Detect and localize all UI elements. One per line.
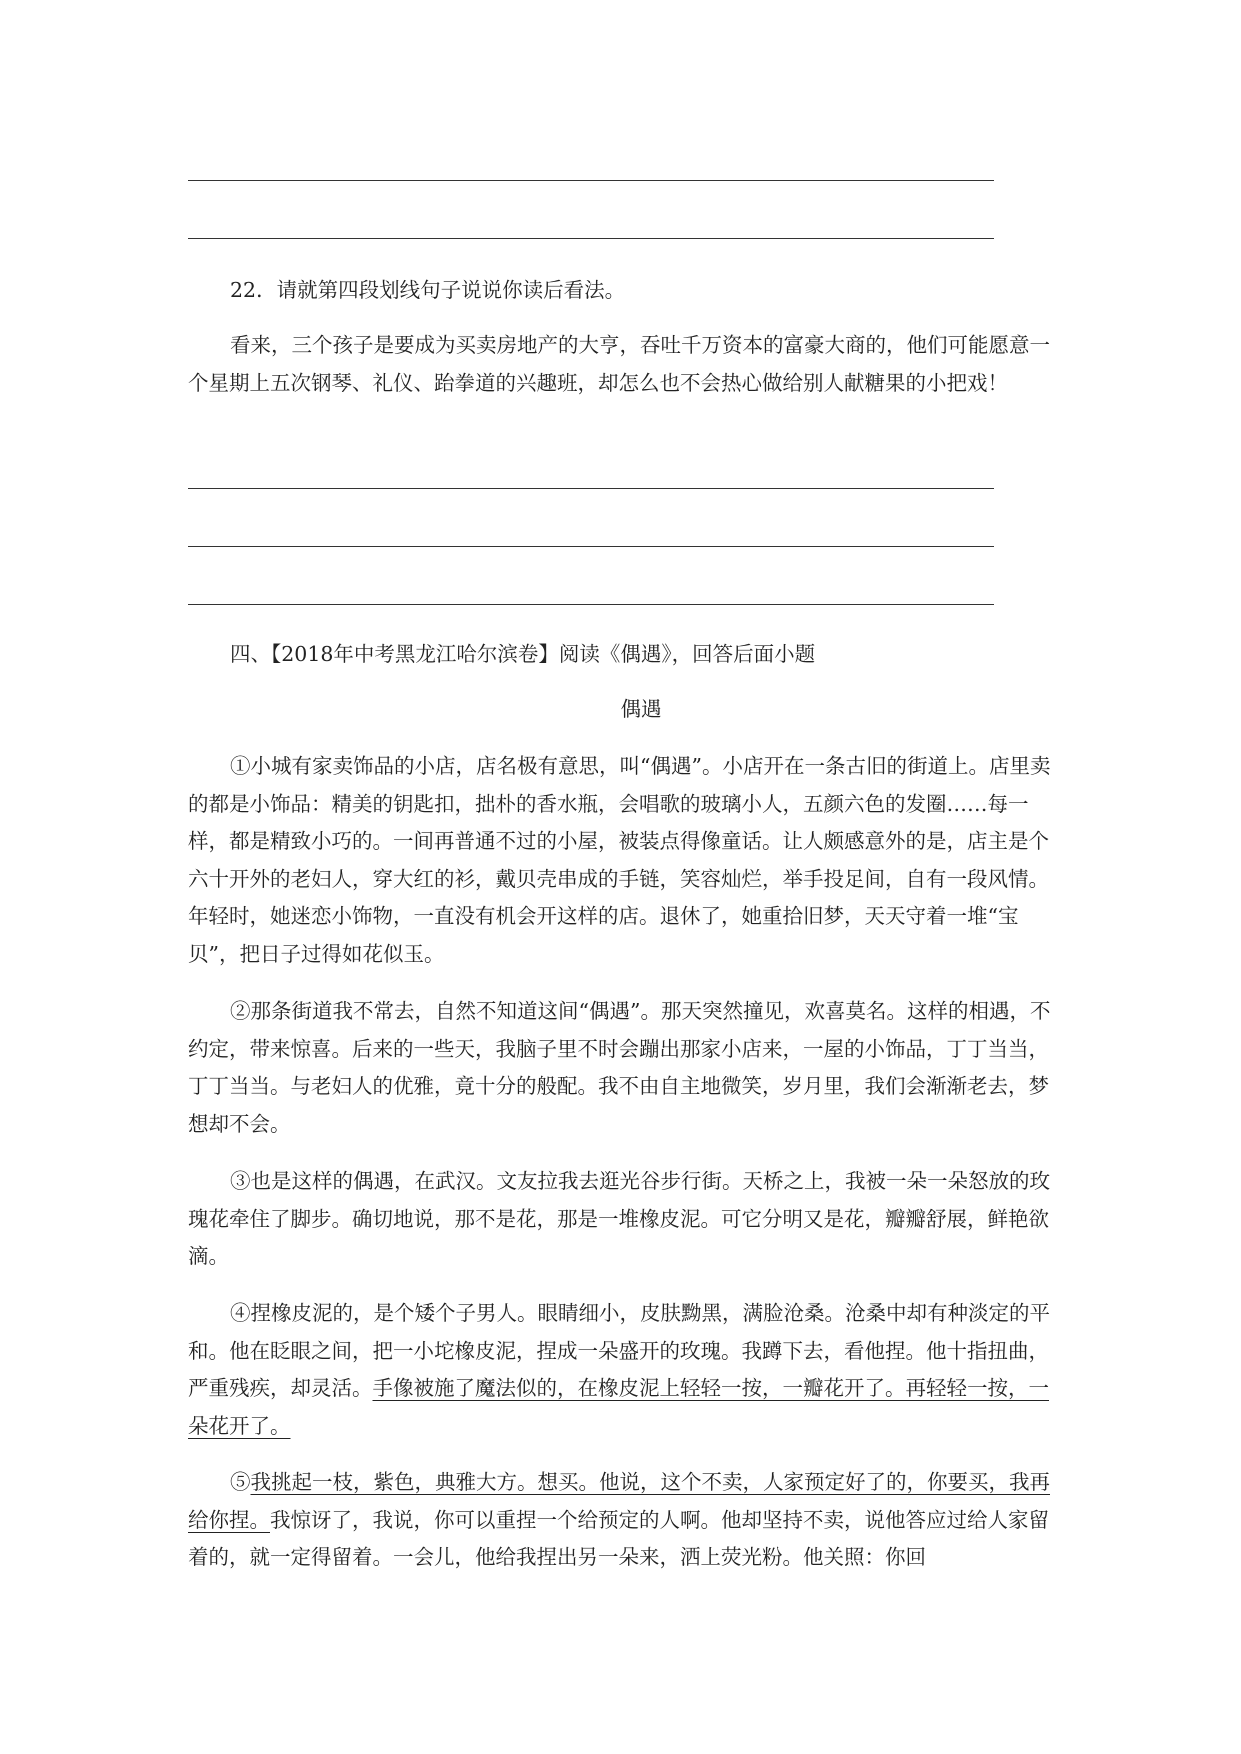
paragraph-4-underlined: 手像被施了魔法似的，在橡皮泥上轻轻一按，一瓣花开了。再轻轻一按，一朵花开了。 [188,1376,1049,1438]
paragraph-4 [188,1295,1060,1445]
paragraph-3: ③也是这样的偶遇，在武汉。文友拉我去逛光谷步行街。天桥之上，我被一朵一朵怒放的玫瑰花牵住了脚步。确切地说，那不是花，那是一堆橡皮泥。可它分明又是花，瓣瓣舒展，鲜艳欲滴。 [188,1169,1050,1268]
question-22-quote: 看来，三个孩子是要成为买卖房地产的大亨，吞吐千万资本的富豪大商的，他们可能愿意一个星期上五次钢琴、礼仪、跆拳道的兴趣班，却怎么也不会热心做给别人献糖果的小把戏！ [188,333,1050,395]
section-heading: 四、【2018年中考黑龙江哈尔滨卷】阅读《偶遇》，回答后面小题 [230,642,816,666]
answer-line [188,180,994,181]
paragraph-5-number: ⑤ [230,1470,251,1494]
answer-line [188,488,994,489]
answer-line [188,546,994,547]
passage-title: 偶遇 [620,697,662,721]
paragraph-2: ②那条街道我不常去，自然不知道这间“偶遇”。那天突然撞见，欢喜莫名。这样的相遇，不约定，带来惊喜。后来的一些天，我脑子里不时会蹦出那家小店来，一屋的小饰品，丁丁当当，丁丁当当。与老妇人的优雅，竟十分的般配。我不由自主地微笑，岁月里，我们会渐渐老去，梦想却不会。 [188,999,1051,1136]
paragraph-4-text: ④捏橡皮泥的，是个矮个子男人。眼睛细小，皮肤黝黑，满脸沧桑。沧桑中却有种淡定的平和。他在眨眼之间，把一小坨橡皮泥，捏成一朵盛开的玫瑰。我蹲下去，看他捏。他十指扭曲，严重残疾，却灵活。 [188,1301,1050,1400]
paragraph-5 [188,1464,1060,1577]
paragraph-5-underlined: 我挑起一枝，紫色，典雅大方。想买。他说，这个不卖，人家预定好了的，你要买，我再给你捏。 [188,1470,1050,1532]
paragraph-1: ①小城有家卖饰品的小店，店名极有意思，叫“偶遇”。小店开在一条古旧的街道上。店里卖的都是小饰品：精美的钥匙扣，拙朴的香水瓶，会唱歌的玻璃小人，五颜六色的发圈……每一样，都是精致小巧的。一间再普通不过的小屋，被装点得像童话。让人颇感意外的是，店主是个六十开外的老妇人，穿大红的衫，戴贝壳串成的手链，笑容灿烂，举手投足间，自有一段风情。年轻时，她迷恋小饰物，一直没有机会开这样的店。退休了，她重拾旧梦，天天守着一堆“宝贝”，把日子过得如花似玉。 [188,754,1051,966]
answer-line [188,604,994,605]
answer-line [188,238,994,239]
question-22-prompt: 22．请就第四段划线句子说说你读后看法。 [230,278,626,302]
paragraph-5-text: 我惊讶了，我说，你可以重捏一个给预定的人啊。他却坚持不卖，说他答应过给人家留着的，就一定得留着。一会儿，他给我捏出另一朵来，洒上荧光粉。他关照：你回 [188,1507,1049,1569]
